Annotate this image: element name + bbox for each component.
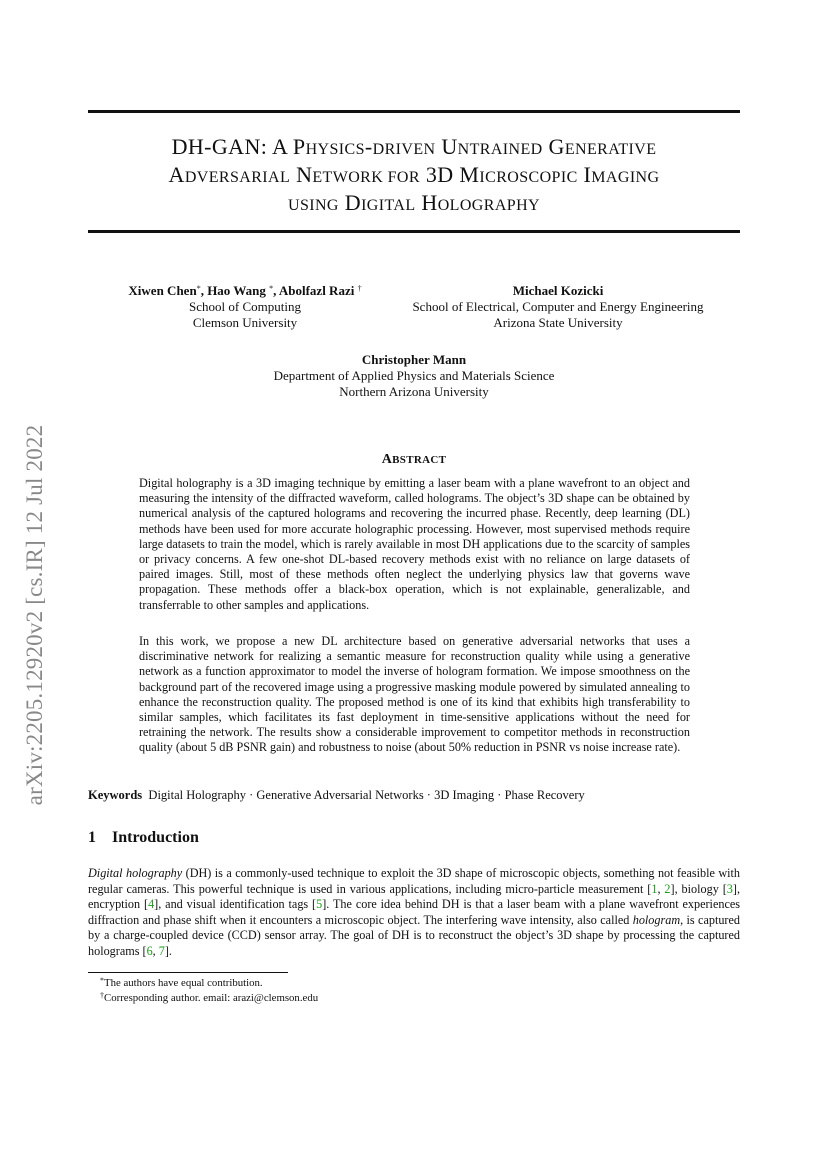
- title-bottom-rule: [88, 230, 740, 233]
- author-name: Christopher Mann: [361, 352, 467, 367]
- keywords-text: Digital Holography · Generative Adversarial Networks · 3D Imaging · Phase Recovery: [148, 788, 585, 802]
- title-segment: HYSICS: [305, 141, 365, 158]
- introduction-paragraph: Digital holography (DH) is a commonly-used technique to exploit the 3D shape of microscopic objects, something not feasible with regular cameras. This powerful technique is used in various applications, including micro-particle measurement [1, 2], biology [3], encryption [4], and visual identification tags [5]. The core idea behind DH is that a laser beam with a plane wavefront experiences diffraction and phase shift when it encounters a microscopic object. The interfering wave intensity, also called hologram, is captured by a charge-coupled device (CCD) sensor array. The goal of DH is to reconstruct the object’s 3D shape by processing the captured holograms [6, 7].: [88, 866, 741, 958]
- affiliation-line: Department of Applied Physics and Materials Science: [273, 368, 555, 383]
- title-segment: 3D M: [419, 162, 480, 187]
- affiliation-line: School of Electrical, Computer and Energy Engineering: [412, 299, 704, 314]
- citation-link[interactable]: 4: [148, 897, 155, 912]
- title-line-3: [88, 188, 740, 221]
- citation-link[interactable]: 3: [726, 881, 733, 896]
- title-segment: N: [290, 162, 313, 187]
- keywords: [88, 788, 585, 803]
- title-segment: MAGING: [591, 169, 660, 186]
- affiliation-line: School of Computing: [189, 299, 301, 314]
- title-segment: -: [364, 134, 373, 159]
- citation-link[interactable]: 1: [651, 881, 658, 896]
- title-segment: G: [542, 134, 565, 159]
- abstract-heading: ABSTRACT: [381, 452, 447, 467]
- title-segment: DH-GAN: A P: [171, 134, 306, 159]
- title-segment: H: [415, 190, 438, 215]
- author-names-1: Xiwen Chen*, Hao Wang *, Abolfazl Razi †: [128, 283, 362, 298]
- citation-link[interactable]: 7: [158, 943, 165, 958]
- arxiv-identifier: arXiv:2205.12920v2 [cs.IR] 12 Jul 2022: [22, 424, 47, 806]
- citation-link[interactable]: 5: [316, 897, 323, 912]
- title-segment: D: [338, 190, 362, 215]
- title-segment: IGITAL: [361, 197, 416, 214]
- title-top-rule: [88, 110, 740, 113]
- title-segment: I: [577, 162, 592, 187]
- section-heading: 1 Introduction: [88, 829, 199, 846]
- author-group-3: [214, 352, 614, 400]
- author-group-2: [398, 283, 718, 331]
- affiliation-line: Northern Arizona University: [339, 384, 489, 399]
- title-segment: ETWORK FOR: [312, 169, 420, 186]
- affiliation-line: Clemson University: [192, 315, 298, 330]
- title-segment: NTRAINED: [457, 141, 543, 158]
- title-segment: ICROSCOPIC: [479, 169, 578, 186]
- title-segment: A: [168, 162, 185, 187]
- footnote-1: *The authors have equal contribution.: [100, 976, 263, 989]
- footnote-rule: [88, 972, 288, 973]
- keywords-label: Keywords: [88, 788, 143, 802]
- title-segment: U: [435, 134, 458, 159]
- citation-link[interactable]: 6: [146, 943, 153, 958]
- footnote-2: †Corresponding author. email: arazi@clemson.edu: [100, 991, 319, 1004]
- title-segment: USING: [287, 197, 339, 214]
- title-segment: ENERATIVE: [564, 141, 657, 158]
- affiliation-line: Arizona State University: [493, 315, 623, 330]
- abstract-paragraph-1: Digital holography is a 3D imaging technique by emitting a laser beam with a plane wavefront to an object and measuring the intensity of the diffracted waveform, called holograms. The object’s 3D shape can be obtained by numerical analysis of the captured holograms and recovering the incurred phase. Recently, deep learning (DL) methods have been used for more accurate holographic processing. However, most supervised methods require large datasets to train the model, which is rarely available in most DH applications due to the scarcity of samples or privacy concerns. A few one-shot DL-based recovery methods exist with no reliance on large datasets of paired images. Still, most of these methods often neglect the underlying physics law that governs wave propagation. These methods offer a black-box operation, which is not explainable, generalizable, and transferrable to other samples and applications.: [139, 476, 690, 612]
- author-name: Michael Kozicki: [512, 283, 604, 298]
- title-segment: OLOGRAPHY: [437, 197, 540, 214]
- arxiv-sidebar-stamp: [20, 380, 50, 850]
- title-segment: DVERSARIAL: [184, 169, 291, 186]
- abstract-paragraph-2: In this work, we propose a new DL architecture based on generative adversarial networks that uses a discriminative network for realizing a semantic measure for reconstruction quality while using a generative network as a function approximator to model the inverse of hologram formation. We impose smoothness on the background part of the recovered image using a progressive masking module powered by simulated annealing to enhance the reconstruction quality. The proposed method is one of its kind that exhibits high transferability to similar samples, which facilitates its fast deployment in time-sensitive applications without the need for retraining the network. The results show a considerable improvement to competitor methods in reconstruction quality (about 5 dB PSNR gain) and robustness to noise (about 50% reduction in PSNR vs noise increase rate).: [139, 634, 690, 755]
- title-segment: DRIVEN: [372, 141, 436, 158]
- citation-link[interactable]: 2: [664, 881, 671, 896]
- author-group-1: [110, 283, 380, 331]
